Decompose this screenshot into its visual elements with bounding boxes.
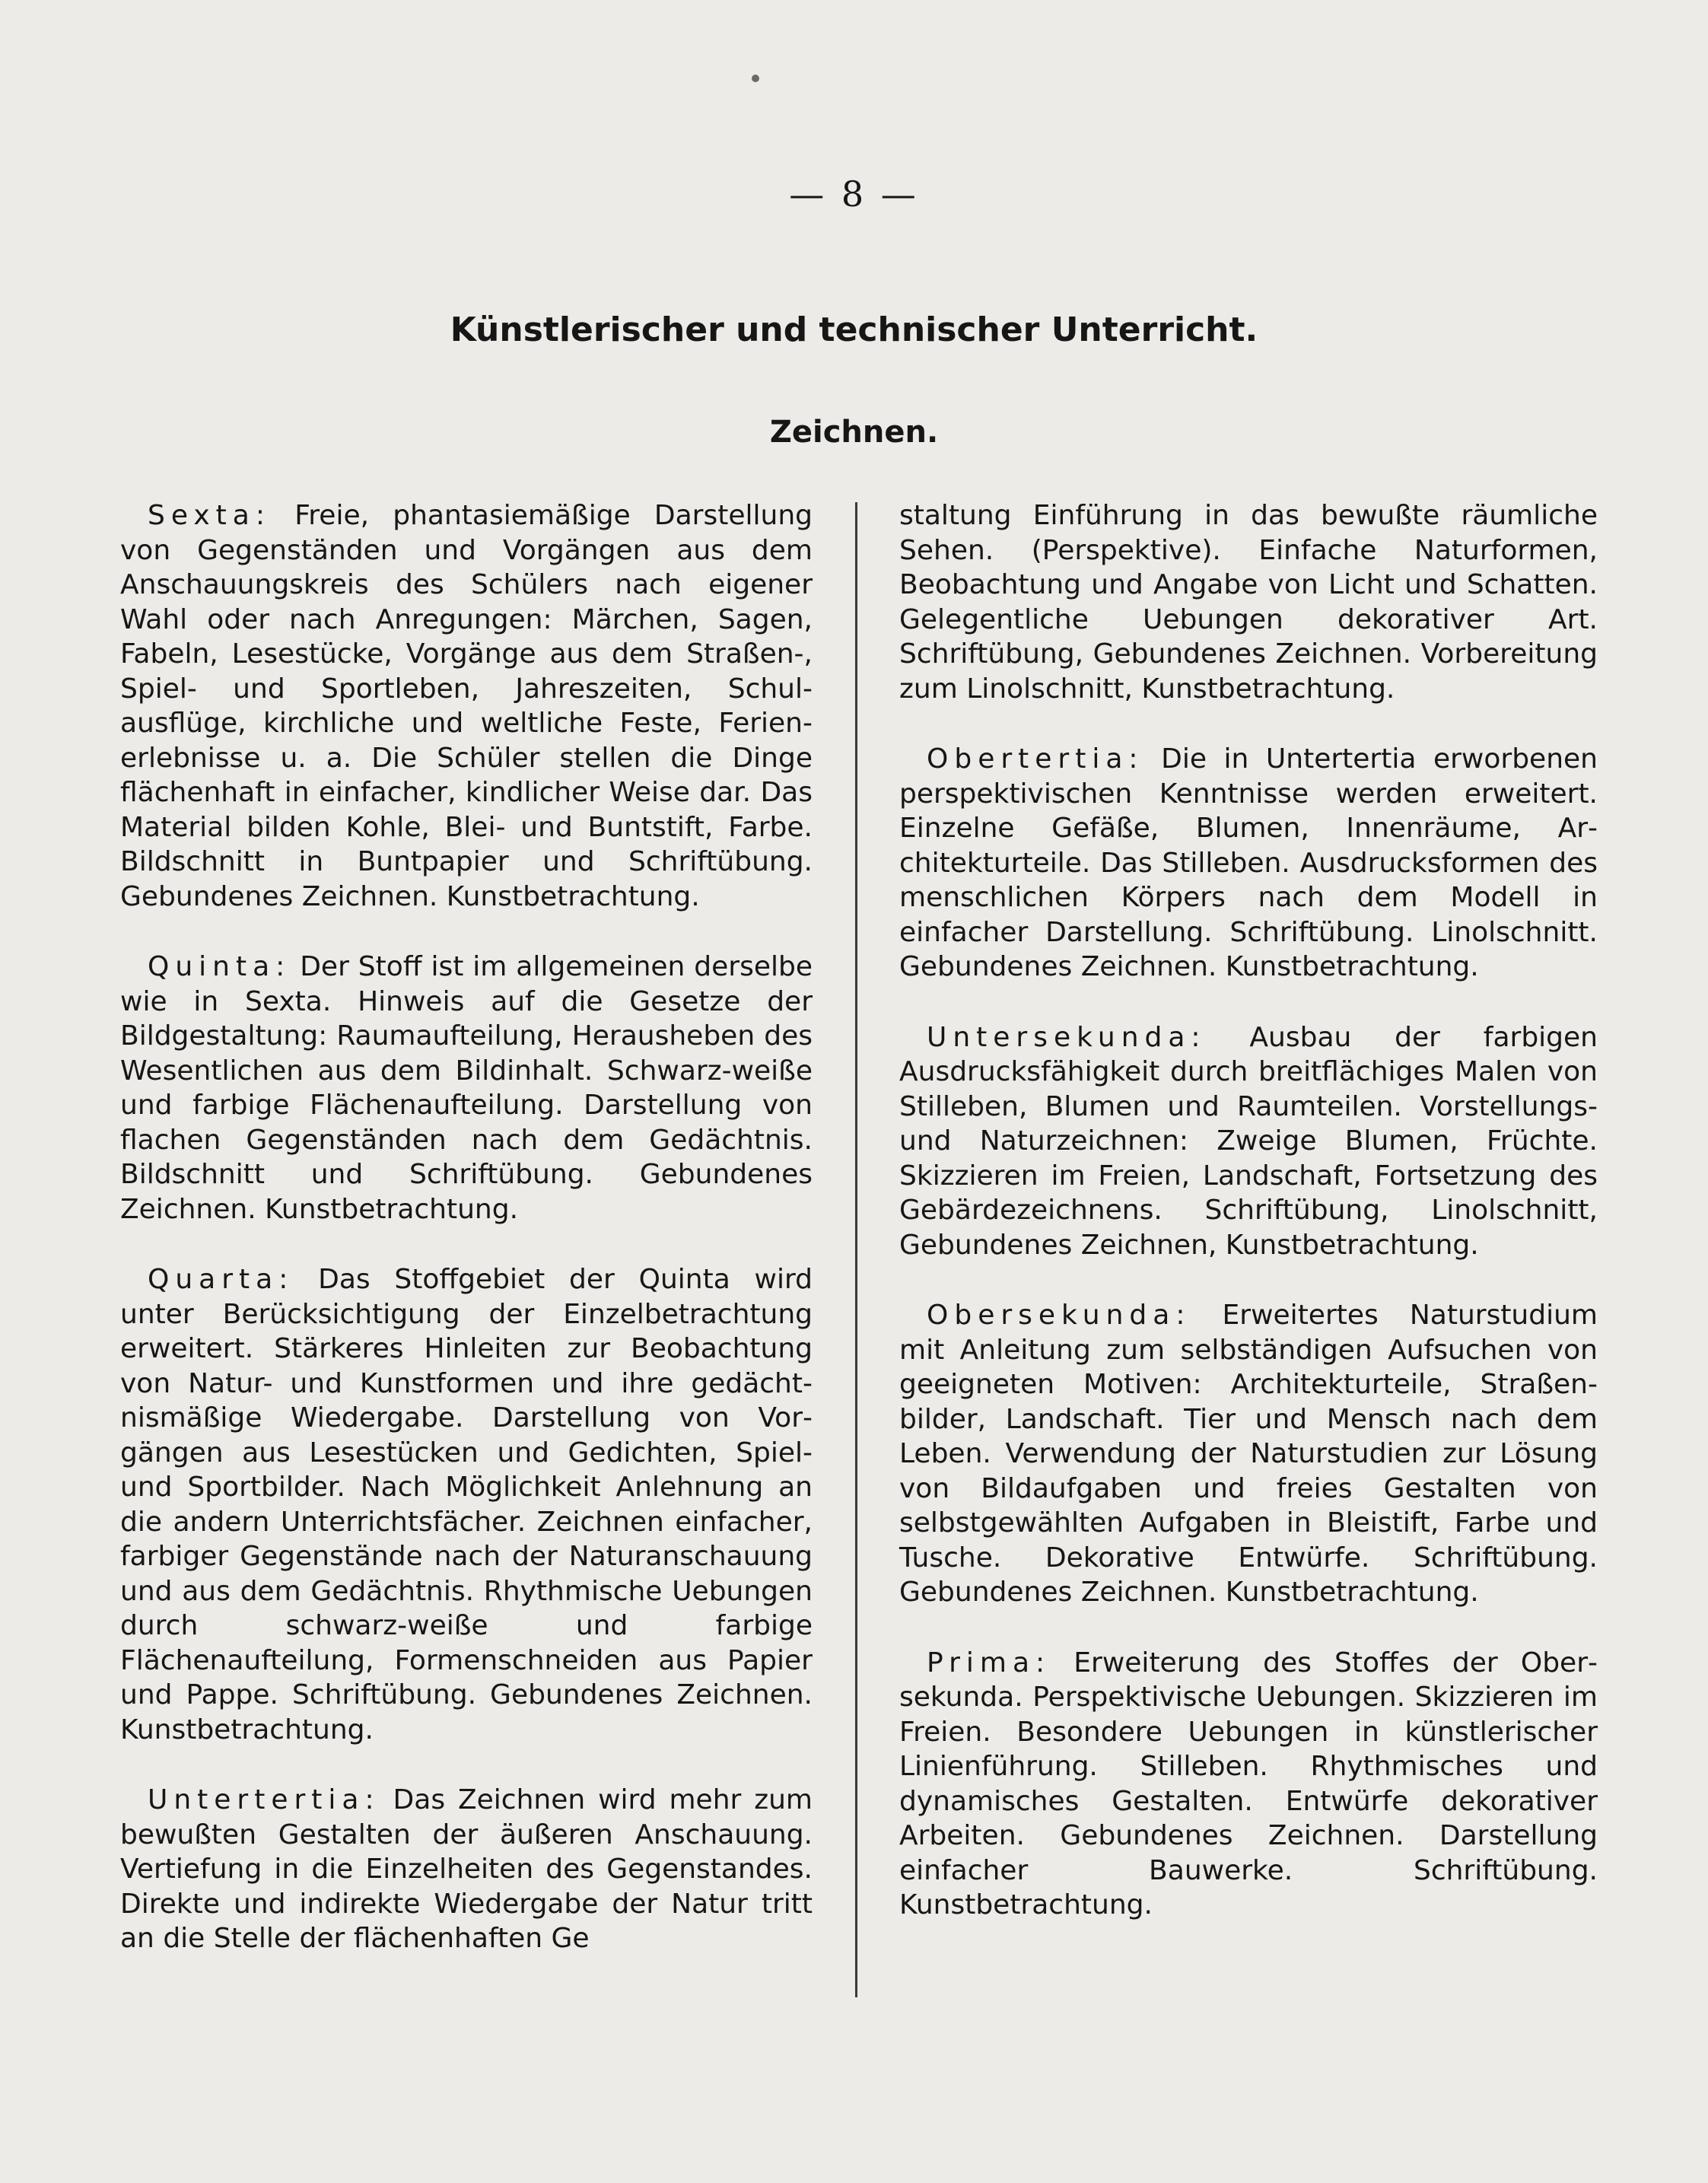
paragraph-text: Die in Untertertia erworbenen perspektivischen Kenntnisse werden erweitert. Einzelne Gefäße, Blumen, Innenräume, Architekturteile. Das Stilleben. Ausdrucksformen des menschlichen Körpers nach dem Modell in einfacher Darstellung. Schriftübung. Linolschnitt. Gebundenes Zeichnen. Kunstbetrachtung. [899, 743, 1598, 982]
paragraph-quarta [120, 1262, 813, 1747]
paragraph-text: Freie, phantasiemäßige Darstellung von Gegenständen und Vorgängen aus dem Anschauungskreis des Schülers nach eigener Wahl oder nach Anregungen: Märchen, Sagen, Fabeln, Lesestücke, Vorgänge aus dem Straßen-, Spiel- und Sportleben, Jahreszeiten, Schulausflüge, kirchliche und weltliche Feste, Ferienerlebnisse u. a. Die Schüler stellen die Dinge flächenhaft in einfacher, kindlicher Weise dar. Das Material bilden Kohle, Blei- und Buntstift, Farbe. Bildschnitt in Buntpapier und Schriftübung. Gebundenes Zeichnen. Kunstbetrachtung. [120, 500, 813, 912]
right-column [899, 498, 1598, 1959]
grade-label: Quarta: [148, 1264, 294, 1295]
paragraph-obertertia [899, 742, 1598, 985]
paragraph-text: Das Stoffgebiet der Quinta wird unter Berücksichtigung der Einzelbetrachtung erweitert. Stärkeres Hinleiten zur Beobachtung von Natur- und Kunstformen und ihre gedächtnismäßige Wiedergabe. Darstellung von Vorgängen aus Lesestücken und Gedichten, Spiel- und Sportbilder. Nach Möglichkeit Anlehnung an die andern Unterrichtsfächer. Zeichnen einfacher, farbiger Gegenstände nach der Naturanschauung und aus dem Gedächtnis. Rhythmische Uebungen durch schwarz-weiße und farbige Flächenaufteilung, Formenschneiden aus Papier und Pappe. Schriftübung. Gebundenes Zeichnen. Kunstbetrachtung. [120, 1264, 813, 1745]
grade-label: Obertertia: [927, 743, 1144, 775]
grade-label: Untertertia: [148, 1784, 380, 1815]
grade-label: Prima: [927, 1647, 1051, 1679]
section-title: Künstlerischer und technischer Unterricht. [450, 310, 1258, 349]
grade-label: Obersekunda: [927, 1300, 1191, 1331]
paragraph-text: Der Stoff ist im allgemeinen derselbe wie in Sexta. Hinweis auf die Gesetze der Bildgestaltung: Raumaufteilung, Herausheben des Wesentlichen aus dem Bildinhalt. Schwarz-weiße und farbige Flächenaufteilung. Darstellung von flachen Gegenständen nach dem Gedächtnis. Bildschnitt und Schriftübung. Gebundenes Zeichnen. Kunstbetrachtung. [120, 951, 813, 1225]
paragraph-text: staltung Einführung in das bewußte räumliche Sehen. (Perspektive). Einfache Naturformen, Beobachtung und Angabe von Licht und Schatten. Gelegentliche Uebungen dekorativer Art. Schriftübung, Gebundenes Zeichnen. Vorbereitung zum Linolschnitt, Kunstbetrachtung. [899, 500, 1598, 705]
grade-label: Quinta: [148, 951, 291, 982]
paragraph-text: Ausbau der farbigen Ausdrucksfähigkeit durch breitflächiges Malen von Stilleben, Blumen und Raumteilen. Vorstellungs- und Naturzeichnen: Zweige Blumen, Früchte. Skizzieren im Freien, Landschaft, Fortsetzung des Gebärdezeichnens. Schriftübung, Linolschnitt, Gebundenes Zeichnen, Kunstbetrachtung. [899, 1021, 1598, 1261]
paragraph-prima [899, 1646, 1598, 1923]
page-number: — 8 — [789, 173, 919, 215]
paragraph-untertertia-continued [899, 498, 1598, 706]
paragraph-text: Erweitertes Naturstudium mit Anleitung zum selbständigen Aufsuchen von geeigneten Motiven: Architekturteile, Straßenbilder, Landschaft. Tier und Mensch nach dem Leben. Verwendung der Naturstudien zur Lösung von Bildaufgaben und freies Gestalten von selbstgewählten Aufgaben in Bleistift, Farbe und Tusche. Dekorative Entwürfe. Schriftübung. Gebundenes Zeichnen. Kunstbetrachtung. [899, 1300, 1598, 1608]
paragraph-untersekunda [899, 1020, 1598, 1263]
left-column [120, 498, 813, 1992]
paragraph-text: Erweiterung des Stoffes der Obersekunda. Perspektivische Uebungen. Skizzieren im Freien. Besondere Uebungen in künstlerischer Linienführung. Stilleben. Rhythmisches und dynamisches Gestalten. Entwürfe dekorativer Arbeiten. Gebundenes Zeichnen. Darstellung einfacher Bauwerke. Schriftübung. Kunstbetrachtung. [899, 1647, 1598, 1920]
grade-label: Untersekunda: [927, 1021, 1207, 1053]
paragraph-quinta [120, 950, 813, 1227]
paragraph-text: Das Zeichnen wird mehr zum bewußten Gestalten der äußeren Anschauung. Vertiefung in die Einzelheiten des Gegenstandes. Direkte und indirekte Wiedergabe der Natur tritt an die Stelle der flächenhaften Ge [120, 1784, 813, 1954]
paragraph-untertertia [120, 1783, 813, 1956]
grade-label: Sexta: [148, 500, 271, 531]
column-divider [855, 502, 857, 1997]
speck [752, 75, 759, 82]
subsection-title: Zeichnen. [769, 415, 939, 450]
paragraph-sexta [120, 498, 813, 914]
paragraph-obersekunda [899, 1298, 1598, 1610]
